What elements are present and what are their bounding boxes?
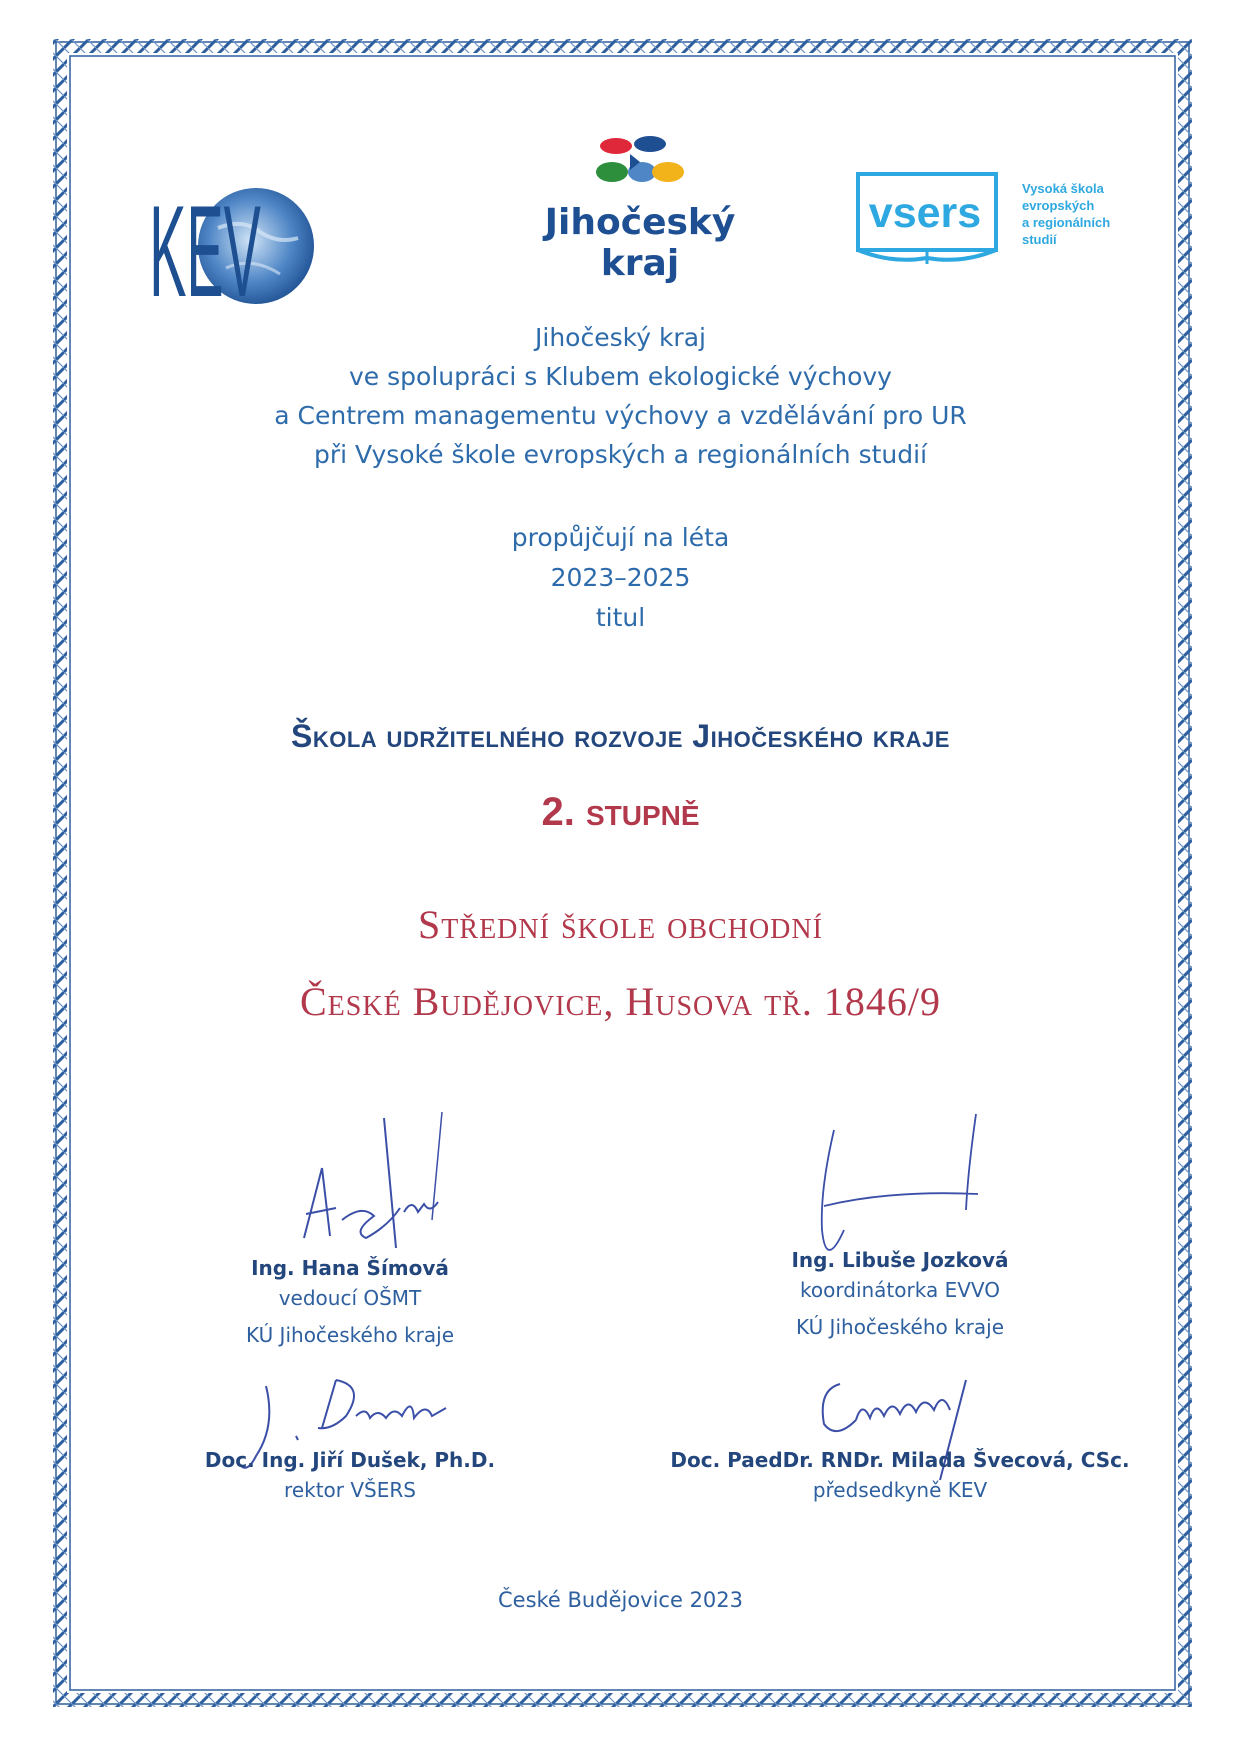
period-line: propůjčují na léta [511,523,730,552]
signature-simova [292,1108,472,1258]
vsers-logo-text: vsers [868,189,982,237]
vsers-description-line: evropských [1022,198,1095,213]
signatory-office: KÚ Jihočeského kraje [795,1315,1005,1339]
intro-line: při Vysoké škole evropských a regionálních studií [313,440,928,469]
vsers-description-line: studií [1022,232,1057,247]
kev-logo [148,148,328,308]
signatory-name: Ing. Hana Šímová [251,1256,449,1280]
signatory-name: Doc. Ing. Jiří Dušek, Ph.D. [204,1448,496,1472]
signatory-svecova [650,1448,1150,1509]
signatory-jozkova [740,1248,1060,1346]
period-years: 2023–2025 [550,563,691,592]
signatory-role: předsedkyně KEV [812,1478,988,1502]
intro-line: ve spolupráci s Klubem ekologické výchovy [349,362,892,391]
award-grade: 2. stupně [541,790,700,834]
jihocesky-kraj-logo-text: Jihočeský kraj [544,202,736,284]
award-title: Škola udržitelného rozvoje Jihočeského kraje [291,718,950,754]
signatory-name: Ing. Libuše Jozková [791,1248,1009,1272]
recipient-address: České Budějovice, Husova tř. 1846/9 [300,979,941,1024]
kev-logo-text: KEV [149,178,261,308]
signatory-role: vedoucí OŠMT [278,1286,422,1310]
signatory-name: Doc. PaedDr. RNDr. Milada Švecová, CSc. [670,1448,1130,1472]
vsers-description [1022,180,1162,248]
recipient [60,886,1181,1040]
intro-line: a Centrem managementu výchovy a vzdělávání pro UR [274,401,967,430]
period-line: titul [595,603,646,632]
intro-line: Jihočeský kraj [535,323,706,352]
signatory-simova [200,1256,500,1354]
signatory-dusek [180,1448,520,1509]
signatory-role: rektor VŠERS [284,1478,416,1502]
vsers-description-line: Vysoká škola [1022,181,1104,196]
jihocesky-kraj-logo [500,132,780,284]
award-period [60,518,1181,638]
vsers-description-line: a regionálních [1022,215,1111,230]
signatory-office: KÚ Jihočeského kraje [245,1323,455,1347]
region-emblem-icon [500,132,780,198]
signatory-role: koordinátorka EVVO [800,1278,1000,1302]
recipient-name: Střední škole obchodní [418,902,823,947]
place-and-year: České Budějovice 2023 [497,1588,744,1612]
intro-text [60,318,1181,474]
